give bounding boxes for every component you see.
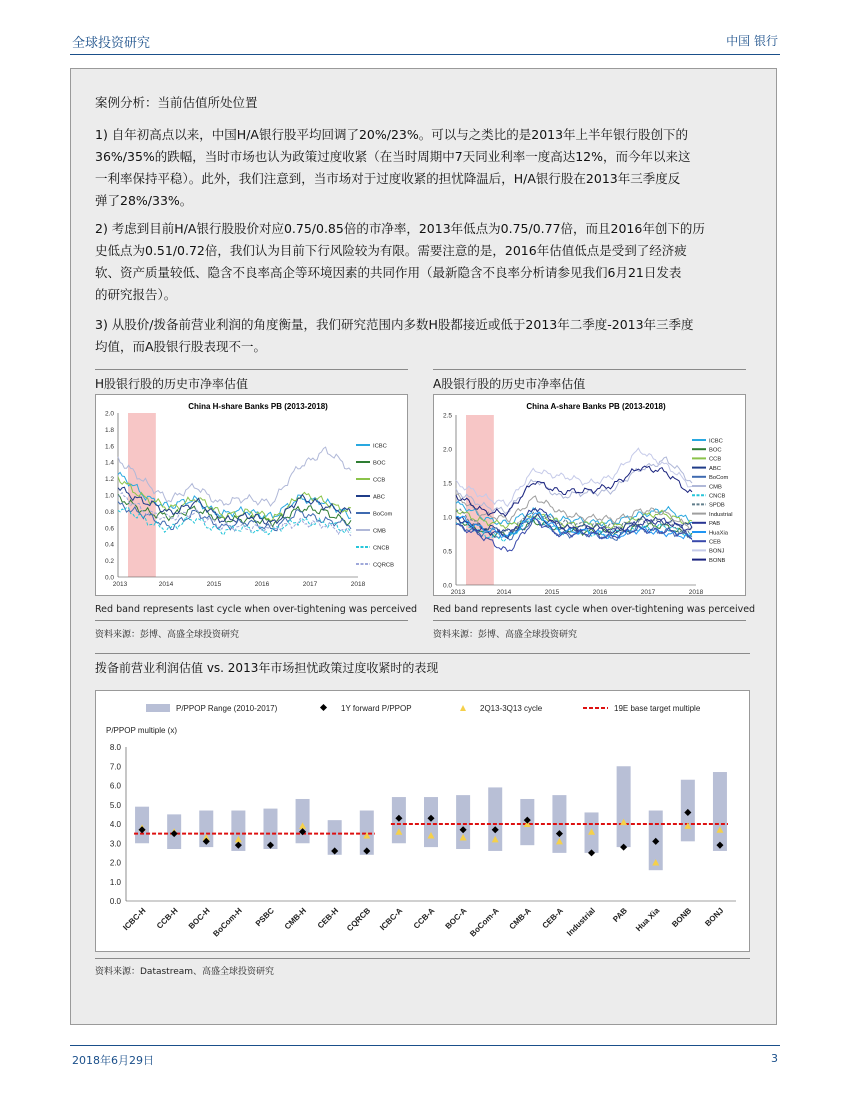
category-label: CEB-H xyxy=(315,906,341,931)
legend-label-cmb: CMB xyxy=(373,528,386,535)
legend-label-cncb: CNCB xyxy=(373,545,390,552)
y-tick-label: 8.0 xyxy=(109,743,121,752)
page-number: 3 xyxy=(771,1052,778,1065)
paragraph-2 xyxy=(95,218,750,306)
legend-label-bonj: BONJ xyxy=(709,548,725,555)
category-label: BOC-H xyxy=(186,906,212,931)
y-tick-label: 2.0 xyxy=(104,410,114,418)
x-tick-label: 2013 xyxy=(112,581,128,588)
x-tick-label: 2017 xyxy=(640,589,656,595)
category-label: BONB xyxy=(670,906,694,930)
y-tick-label: 2.5 xyxy=(442,412,452,420)
legend-swatch-forward xyxy=(320,704,327,711)
paragraph-3 xyxy=(95,314,750,358)
category-label: PSBC xyxy=(253,906,276,929)
legend-label-cncb: CNCB xyxy=(709,493,726,500)
paragraph-2-line: 2) 考虑到目前H/A银行股股价对应0.75/0.85倍的市净率，2013年低点为0.75/0.77倍，而且2016年创下的历 xyxy=(95,221,705,236)
paragraph-2-line: 的研究报告）。 xyxy=(95,287,177,302)
h-chart-bottom-rule xyxy=(95,620,408,621)
legend-label-cmb: CMB xyxy=(709,484,722,491)
h-chart-source: 资料来源：彭博、高盛全球投资研究 xyxy=(95,630,240,640)
paragraph-1-line: 弹了28%/33%。 xyxy=(95,193,193,208)
footer-date: 2018年6月29日 xyxy=(72,1054,154,1067)
category-label: Hua Xia xyxy=(634,906,662,934)
case-title: 案例分析：当前估值所处位置 xyxy=(95,95,258,110)
paragraph-1-line: 1) 自年初高点以来，中国H/A银行股平均回调了20%/23%。可以与之类比的是2013年上半年银行股创下的 xyxy=(95,127,689,142)
a-chart-note: Red band represents last cycle when over-tightening was perceived xyxy=(433,604,756,615)
h-chart-section-title: H股银行股的历史市净率估值 xyxy=(95,377,249,391)
legend-label-bocom: BoCom xyxy=(709,475,729,482)
paragraph-2-line: 史低点为0.51/0.72倍，我们认为目前下行风险较为有限。需要注意的是，2016年估值低点是受到了经济疲 xyxy=(95,243,687,258)
range-bar xyxy=(713,772,727,851)
category-label: BONJ xyxy=(703,906,726,929)
category-label: ICBC-A xyxy=(378,906,405,933)
legend-label-icbc: ICBC xyxy=(709,438,723,445)
y-tick-label: 2.0 xyxy=(109,858,121,868)
y-tick-label: 0.2 xyxy=(104,558,114,566)
header-brand: 中国 银行 xyxy=(726,34,778,48)
category-label: ICBC-H xyxy=(121,906,148,933)
category-label: CMB-H xyxy=(282,906,308,932)
x-tick-label: 2015 xyxy=(206,581,222,588)
range-bar xyxy=(456,795,470,849)
x-tick-label: 2018 xyxy=(688,589,704,595)
paragraph-2-line: 软、资产质量较低、隐含不良率高企等环境因素的共同作用（最新隐含不良率分析请参见我们6月21日发表 xyxy=(95,265,682,280)
legend-label-target: 19E base target multiple xyxy=(614,704,701,713)
h-chart-top-rule xyxy=(95,369,408,370)
a-chart-top-rule xyxy=(433,369,746,370)
legend-label-abc: ABC xyxy=(373,494,385,501)
footer-rule xyxy=(70,1045,780,1046)
chart-title: China H-share Banks PB (2013-2018) xyxy=(188,402,328,411)
legend-label-icbc: ICBC xyxy=(373,443,387,450)
y-tick-label: 2.0 xyxy=(442,446,452,454)
y-tick-label: 0.0 xyxy=(442,582,452,590)
legend-label-ccb: CCB xyxy=(373,477,386,484)
x-tick-label: 2013 xyxy=(450,589,466,595)
x-tick-label: 2018 xyxy=(350,581,366,588)
legend-label-forward: 1Y forward P/PPOP xyxy=(341,704,412,713)
p-chart-source: 资料来源：Datastream、高盛全球投资研究 xyxy=(95,967,275,977)
legend-label-abc: ABC xyxy=(709,465,721,472)
category-label: BOC-A xyxy=(443,906,469,931)
y-tick-label: 1.0 xyxy=(442,514,452,522)
legend-swatch-range xyxy=(146,704,170,712)
y-tick-label: 7.0 xyxy=(109,762,121,772)
a-chart-frame xyxy=(433,394,746,596)
x-tick-label: 2016 xyxy=(254,581,270,588)
x-tick-label: 2014 xyxy=(158,581,174,588)
a-chart-bottom-rule xyxy=(433,620,746,621)
legend-label-ceb: CEB xyxy=(709,539,721,546)
category-label: CMB-A xyxy=(507,906,533,932)
y-tick-label: 0.0 xyxy=(109,897,121,906)
y-tick-label: 0.4 xyxy=(104,541,114,549)
p-chart-top-rule xyxy=(95,653,750,654)
x-tick-label: 2015 xyxy=(544,589,560,595)
legend-label-ccb: CCB xyxy=(709,456,722,463)
h-chart-frame xyxy=(95,394,408,596)
category-label: BoCom-H xyxy=(211,906,244,939)
paragraph-3-line: 均值，而A股银行股表现不一。 xyxy=(95,339,267,354)
category-label: CCB-A xyxy=(411,906,437,931)
header-rule xyxy=(70,54,780,55)
category-label: CCB-H xyxy=(154,906,180,931)
y-tick-label: 3.0 xyxy=(109,839,121,849)
paragraph-1 xyxy=(95,124,750,212)
legend-label-spdb: SPDB xyxy=(709,502,725,509)
paragraph-3-line: 3) 从股价/拨备前营业利润的角度衡量，我们研究范围内多数H股都接近或低于2013年二季度-2013年三季度 xyxy=(95,317,694,332)
y-tick-label: 1.4 xyxy=(104,459,114,467)
p-chart-bottom-rule xyxy=(95,958,750,959)
legend-label-bocom: BoCom xyxy=(373,511,393,518)
h-chart-note: Red band represents last cycle when over-tightening was perceived xyxy=(95,604,418,615)
y-tick-label: 0.0 xyxy=(104,574,114,582)
y-tick-label: 0.5 xyxy=(442,548,452,556)
legend-label-boc: BOC xyxy=(373,460,386,467)
legend-label-range: P/PPOP Range (2010-2017) xyxy=(176,704,278,713)
range-bar xyxy=(296,799,310,843)
y-axis-title: P/PPOP multiple (x) xyxy=(106,726,177,735)
over-tightening-band xyxy=(466,415,494,585)
a-chart-source: 资料来源：彭博、高盛全球投资研究 xyxy=(433,630,578,640)
paragraph-1-line: 36%/35%的跌幅，当时市场也认为政策过度收紧（在当时周期中7天同业利率一度高达12%，而今年以来这 xyxy=(95,149,691,164)
y-tick-label: 5.0 xyxy=(109,800,121,810)
range-bar xyxy=(617,766,631,847)
x-tick-label: 2017 xyxy=(302,581,318,588)
legend-label-huaxia: HuaXia xyxy=(709,530,729,537)
p-chart-frame xyxy=(95,690,750,952)
legend-label-boc: BOC xyxy=(709,447,722,454)
y-tick-label: 6.0 xyxy=(109,781,121,791)
legend-swatch-cycle xyxy=(460,705,466,711)
x-tick-label: 2016 xyxy=(592,589,608,595)
category-label: CEB-A xyxy=(540,906,565,931)
paragraph-1-line: 一利率保持平稳）。此外，我们注意到，当市场对于过度收紧的担忧降温后，H/A银行股在2013年三季度反 xyxy=(95,171,681,186)
legend-label-cycle: 2Q13-3Q13 cycle xyxy=(480,704,543,713)
y-tick-label: 1.0 xyxy=(104,492,114,500)
a-share-pb-chart xyxy=(434,395,745,595)
category-label: BoCom-A xyxy=(468,906,501,939)
chart-title: China A-share Banks PB (2013-2018) xyxy=(526,402,666,411)
category-label: CQRCB xyxy=(345,906,373,934)
y-tick-label: 4.0 xyxy=(109,820,121,829)
p-chart-section-title: 拨备前营业利润估值 vs. 2013年市场担忧政策过度收紧时的表现 xyxy=(95,661,439,675)
h-share-pb-chart xyxy=(96,395,407,595)
y-tick-label: 1.0 xyxy=(109,877,121,887)
legend-label-cqrcb: CQRCB xyxy=(373,562,394,569)
a-chart-section-title: A股银行股的历史市净率估值 xyxy=(433,377,586,391)
category-label: PAB xyxy=(611,906,630,924)
legend-label-pab: PAB xyxy=(709,521,721,528)
x-tick-label: 2014 xyxy=(496,589,512,595)
y-tick-label: 1.2 xyxy=(104,476,114,484)
legend-label-industrial: Industrial xyxy=(709,511,733,518)
ppop-valuation-chart xyxy=(96,691,749,951)
y-tick-label: 1.6 xyxy=(104,443,114,451)
range-bar xyxy=(424,797,438,847)
category-label: Industrial xyxy=(565,906,597,938)
y-tick-label: 0.6 xyxy=(104,525,114,533)
legend-label-bonb: BONB xyxy=(709,557,726,564)
header-title: 全球投资研究 xyxy=(72,36,151,51)
y-tick-label: 0.8 xyxy=(104,508,114,516)
y-tick-label: 1.8 xyxy=(104,426,114,434)
y-tick-label: 1.5 xyxy=(442,480,452,488)
